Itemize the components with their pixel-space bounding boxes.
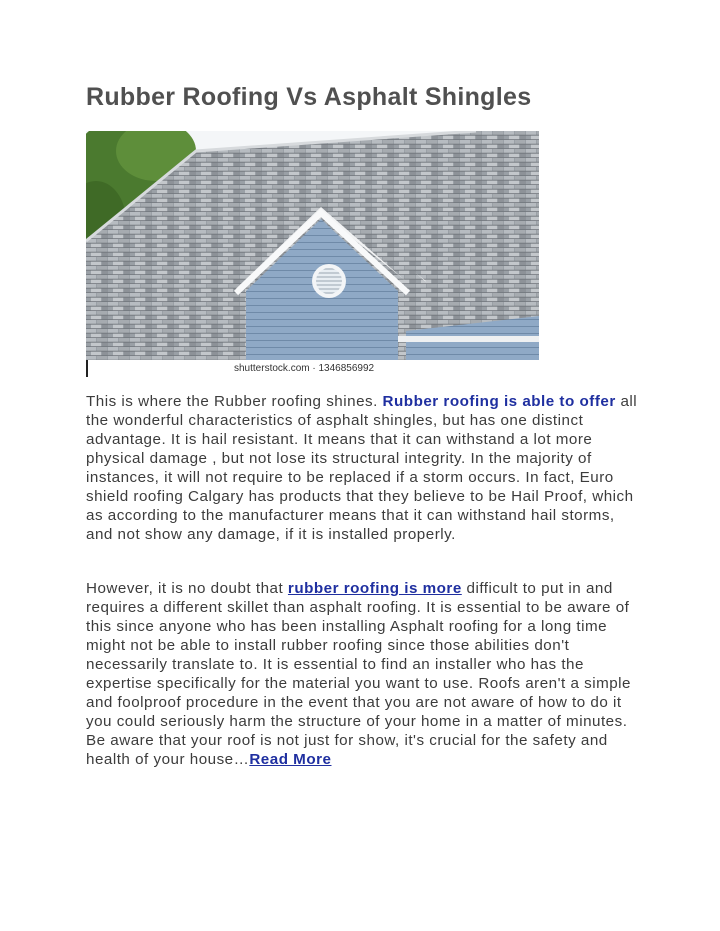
image-watermark: shutterstock.com · 1346856992: [234, 363, 375, 374]
highlighted-phrase: Rubber roofing is able to offer: [382, 393, 616, 410]
paragraph-1: [86, 392, 646, 544]
paragraph-1-text-start: This is where the Rubber roofing shines.: [86, 393, 383, 410]
paragraph-1-text-end: all the wonderful characteristics of asphalt shingles, but has one distinct advantage. It is hail resistant. It means that it can withstand a lot more physical damage , but not lose its structural integrity. In the majority of instances, it will not require to be replaced if a storm occurs. In fact, Euro shield roofing Calgary has products that they believe to be Hail Proof, which as according to the manufacturer means that it can withstand hail storms, and not show any damage, if it is installed properly.: [86, 393, 638, 543]
roof-photo: [86, 131, 539, 360]
paragraph-2: [86, 579, 646, 769]
rubber-roofing-link[interactable]: rubber roofing is more: [287, 580, 462, 597]
page-title: Rubber Roofing Vs Asphalt Shingles: [86, 83, 532, 111]
paragraph-2-text-start: However, it is no doubt that: [86, 580, 288, 597]
read-more-link[interactable]: Read More: [249, 751, 332, 768]
photo-border: [86, 360, 88, 377]
paragraph-2-text-end: difficult to put in and requires a different skillet than asphalt roofing. It is essential to be aware of this since anyone who has been installing Asphalt roofing for a long time might not be able to install rubber roofing since those abilities don't necessarily translate to. It is essential to find an installer who has the expertise specifically for the material you want to use. Roofs aren't a simple and foolproof procedure in the event that you are not aware of how to do it you could seriously harm the structure of your home in a matter of minutes. Be aware that your roof is not just for show, it's crucial for the safety and health of your house…: [86, 580, 632, 768]
